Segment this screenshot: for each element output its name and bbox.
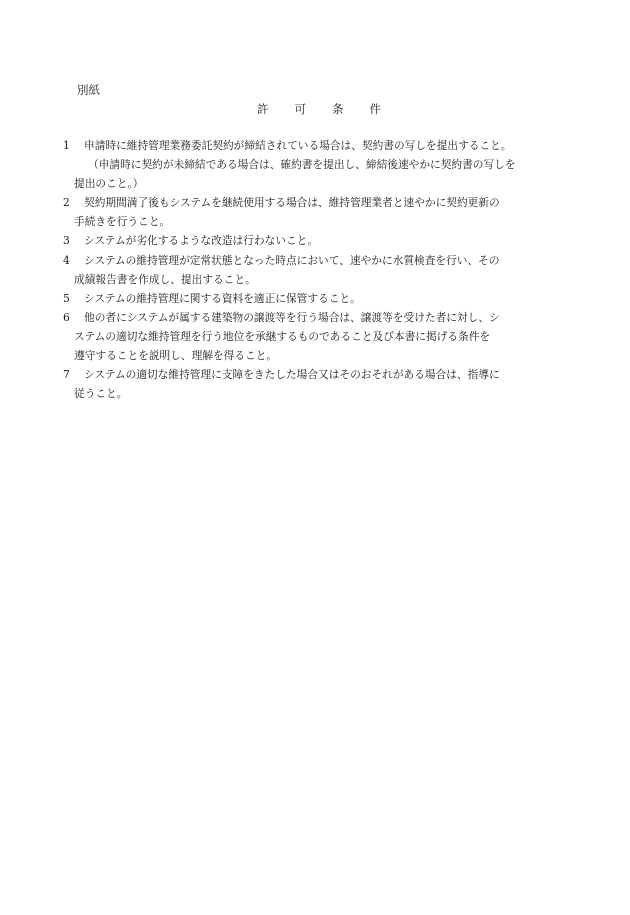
condition-item-3 — [63, 231, 563, 250]
condition-line: 提出のこと。） — [74, 177, 144, 191]
title-char: 件 — [369, 102, 381, 116]
condition-line: 申請時に維持管理業務委託契約が締結されている場合は、契約書の写しを提出すること。 — [84, 139, 512, 152]
condition-line: 遵守することを説明し、理解を得ること。 — [74, 349, 278, 363]
condition-line: 手続きを行うこと。 — [74, 215, 171, 229]
condition-item-5 — [63, 289, 563, 308]
condition-item-2 — [63, 193, 563, 231]
document-title — [257, 101, 381, 117]
title-char: 許 — [257, 102, 269, 116]
condition-item-1 — [63, 136, 563, 193]
condition-line: ステムの適切な維持管理を行う地位を承継するものであること及び本書に掲げる条件を — [74, 329, 491, 343]
condition-number: 4 — [63, 253, 70, 267]
title-char: 条 — [332, 102, 344, 116]
condition-line: システムの維持管理が定常状態となった時点において、速やかに水質検査を行い、その — [84, 253, 500, 267]
condition-number: 2 — [63, 196, 70, 210]
conditions-list — [63, 136, 563, 403]
condition-item-4 — [63, 251, 563, 289]
condition-line: システムが劣化するような改造は行わないこと。 — [84, 234, 319, 248]
condition-line: 従うこと。 — [74, 387, 128, 401]
condition-item-6 — [63, 308, 563, 365]
condition-line: 他の者にシステムが属する建築物の譲渡等を行う場合は、譲渡等を受けた者に対し、シ — [84, 310, 500, 324]
title-char: 可 — [294, 102, 306, 116]
condition-line: システムの適切な維持管理に支障をきたした場合又はそのおそれがある場合は、指導に — [84, 368, 500, 382]
condition-line: （申請時に契約が未締結である場合は、確約書を提出し、締結後速やかに契約書の写しを — [88, 158, 516, 172]
condition-number: 3 — [63, 234, 70, 248]
condition-line: 契約期間満了後もシステムを継続使用する場合は、維持管理業者と速やかに契約更新の — [84, 196, 500, 210]
condition-number: 6 — [63, 310, 70, 324]
condition-line: 成績報告書を作成し、提出すること。 — [74, 272, 256, 286]
condition-item-7 — [63, 365, 563, 403]
condition-line: システムの維持管理に関する資料を適正に保管すること。 — [84, 291, 361, 305]
condition-number: 7 — [63, 368, 70, 382]
condition-number: 1 — [63, 139, 70, 152]
attachment-label: 別紙 — [77, 83, 100, 97]
condition-number: 5 — [63, 291, 70, 305]
